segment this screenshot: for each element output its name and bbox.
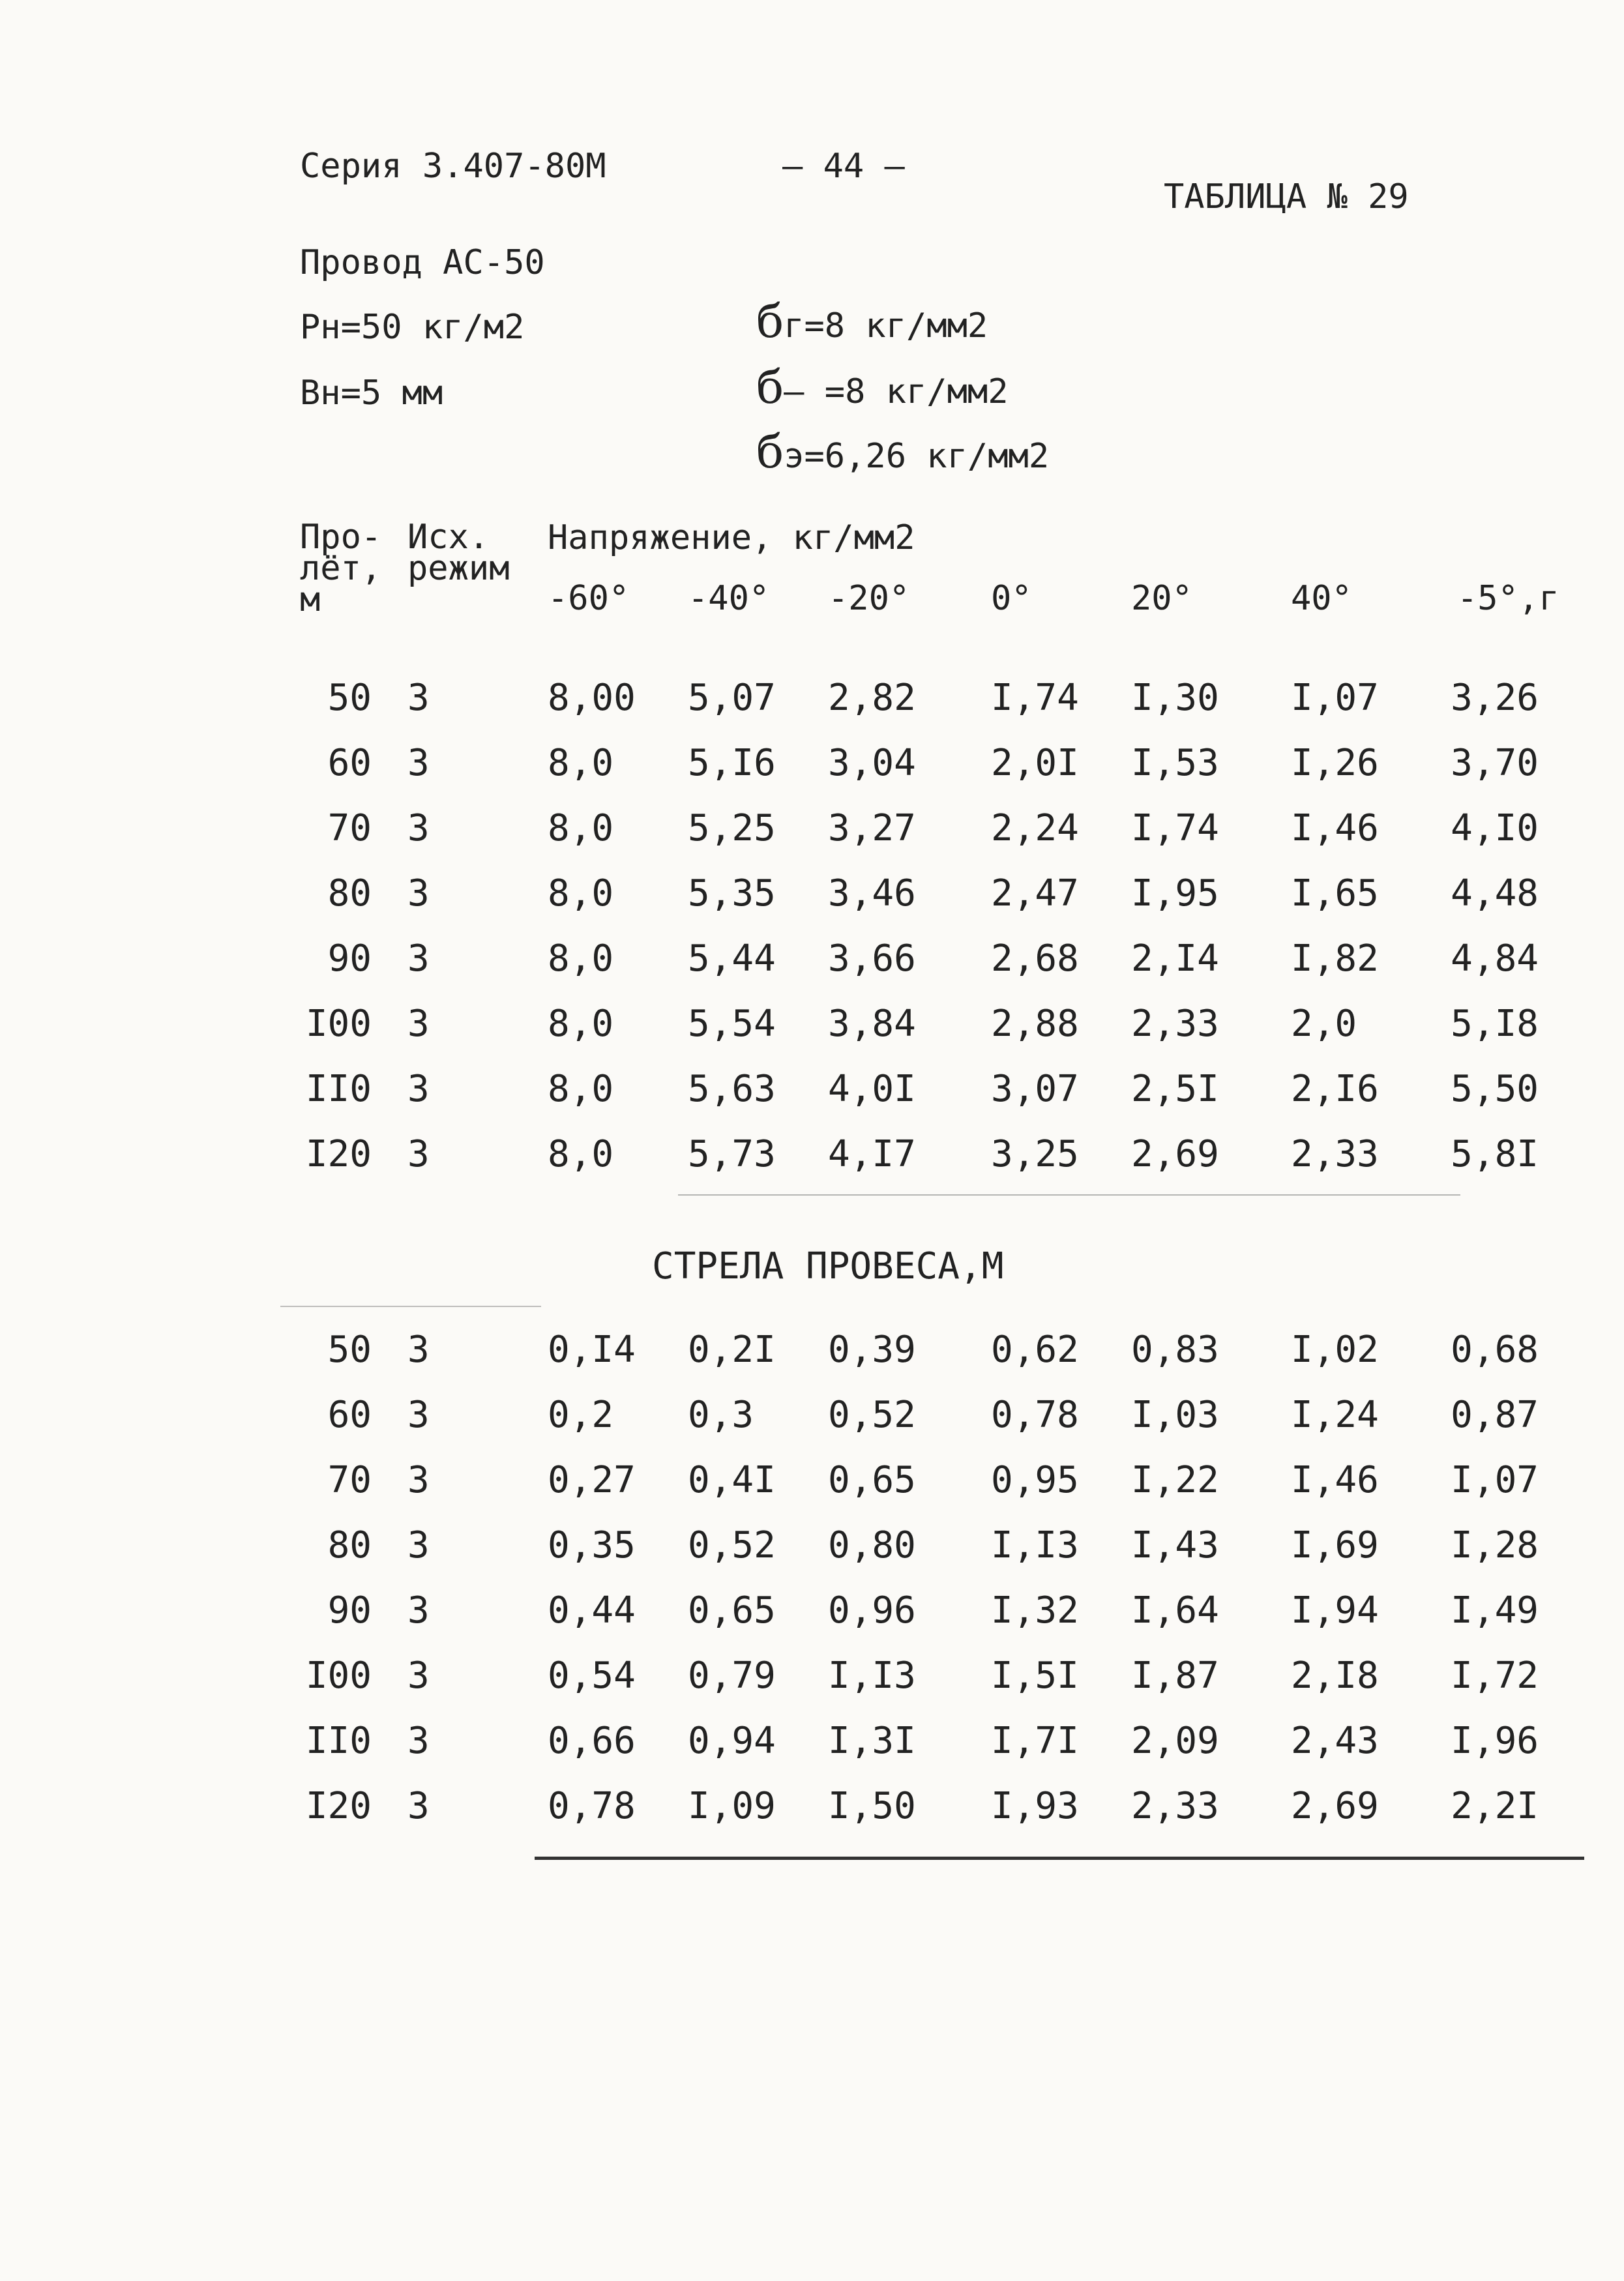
value-cell: 0,27 — [548, 1459, 636, 1501]
mode-cell: 3 — [407, 1394, 430, 1436]
mode-cell: 3 — [407, 742, 430, 784]
temp-header: 20° — [1131, 579, 1192, 618]
value-cell: 0,87 — [1451, 1394, 1539, 1436]
sigma-g: г=8 кг/мм2 — [784, 306, 988, 346]
value-cell: I,49 — [1451, 1589, 1539, 1632]
temp-header: 40° — [1291, 579, 1352, 618]
value-cell: 5,35 — [688, 872, 776, 915]
value-cell: I,22 — [1131, 1459, 1219, 1501]
value-cell: 0,68 — [1451, 1329, 1539, 1371]
value-cell: 2,47 — [991, 872, 1079, 915]
value-cell: 2,0 — [1291, 1003, 1357, 1045]
value-cell: 8,0 — [548, 1003, 614, 1045]
value-cell: 5,63 — [688, 1068, 776, 1110]
value-cell: I,87 — [1131, 1655, 1219, 1697]
value-cell: 0,95 — [991, 1459, 1079, 1501]
span-cell: I00 — [305, 1655, 372, 1697]
value-cell: I,96 — [1451, 1720, 1539, 1762]
sigma-minus-line — [756, 361, 1009, 414]
value-cell: 8,0 — [548, 1068, 614, 1110]
value-cell: 2,33 — [1291, 1133, 1379, 1175]
temp-header: -20° — [828, 579, 910, 618]
mode-cell: 3 — [407, 872, 430, 915]
value-cell: 8,0 — [548, 872, 614, 915]
value-cell: 3,27 — [828, 807, 916, 849]
value-cell: 0,35 — [548, 1524, 636, 1567]
sigma-symbol: б — [756, 425, 784, 478]
value-cell: 8,00 — [548, 677, 636, 719]
temp-header: -5°,г — [1457, 579, 1559, 618]
value-cell: I,07 — [1291, 677, 1379, 719]
value-cell: 3,04 — [828, 742, 916, 784]
span-cell: 80 — [327, 1524, 372, 1567]
value-cell: 2,68 — [991, 937, 1079, 980]
value-cell: 0,66 — [548, 1720, 636, 1762]
value-cell: 2,82 — [828, 677, 916, 719]
value-cell: I,69 — [1291, 1524, 1379, 1567]
mode-cell: 3 — [407, 1459, 430, 1501]
value-cell: 0,39 — [828, 1329, 916, 1371]
value-cell: I,64 — [1131, 1589, 1219, 1632]
value-cell: 0,62 — [991, 1329, 1079, 1371]
value-cell: 2,09 — [1131, 1720, 1219, 1762]
value-cell: I,02 — [1291, 1329, 1379, 1371]
mode-cell: 3 — [407, 677, 430, 719]
divider — [280, 1306, 541, 1307]
span-cell: II0 — [305, 1720, 372, 1762]
span-cell: 70 — [327, 807, 372, 849]
value-cell: 2,I4 — [1131, 937, 1219, 980]
value-cell: I,72 — [1451, 1655, 1539, 1697]
ice-thickness: Вн=5 мм — [300, 374, 443, 413]
sigma-minus: – =8 кг/мм2 — [784, 372, 1009, 411]
value-cell: 2,69 — [1291, 1785, 1379, 1827]
span-header-line: Про- — [300, 518, 382, 557]
mode-cell: 3 — [407, 937, 430, 980]
value-cell: I,26 — [1291, 742, 1379, 784]
value-cell: 4,84 — [1451, 937, 1539, 980]
value-cell: 2,69 — [1131, 1133, 1219, 1175]
span-header-line: лёт, — [300, 549, 382, 588]
value-cell: 0,I4 — [548, 1329, 636, 1371]
span-cell: 90 — [327, 1589, 372, 1632]
value-cell: I,94 — [1291, 1589, 1379, 1632]
span-cell: 50 — [327, 1329, 372, 1371]
value-cell: 0,96 — [828, 1589, 916, 1632]
sigma-g-line — [756, 295, 988, 348]
value-cell: 3,46 — [828, 872, 916, 915]
mode-cell: 3 — [407, 1720, 430, 1762]
wind-pressure: Рн=50 кг/м2 — [300, 308, 525, 347]
value-cell: 5,44 — [688, 937, 776, 980]
value-cell: 4,I0 — [1451, 807, 1539, 849]
value-cell: 5,50 — [1451, 1068, 1539, 1110]
span-cell: I20 — [305, 1133, 372, 1175]
mode-cell: 3 — [407, 1589, 430, 1632]
value-cell: 3,07 — [991, 1068, 1079, 1110]
span-cell: 50 — [327, 677, 372, 719]
mode-cell: 3 — [407, 1655, 430, 1697]
span-cell: 60 — [327, 742, 372, 784]
span-cell: 70 — [327, 1459, 372, 1501]
value-cell: 5,I6 — [688, 742, 776, 784]
value-cell: I,3I — [828, 1720, 916, 1762]
value-cell: 2,88 — [991, 1003, 1079, 1045]
value-cell: I,03 — [1131, 1394, 1219, 1436]
value-cell: I,5I — [991, 1655, 1079, 1697]
temp-header: 0° — [991, 579, 1032, 618]
value-cell: I,53 — [1131, 742, 1219, 784]
value-cell: 2,33 — [1131, 1003, 1219, 1045]
span-cell: I00 — [305, 1003, 372, 1045]
span-cell: 90 — [327, 937, 372, 980]
value-cell: 2,I6 — [1291, 1068, 1379, 1110]
value-cell: 0,79 — [688, 1655, 776, 1697]
value-cell: 5,73 — [688, 1133, 776, 1175]
mode-header-line: Исх. — [407, 518, 490, 557]
value-cell: I,46 — [1291, 807, 1379, 849]
value-cell: 5,I8 — [1451, 1003, 1539, 1045]
value-cell: I,74 — [991, 677, 1079, 719]
span-cell: 80 — [327, 872, 372, 915]
value-cell: I,93 — [991, 1785, 1079, 1827]
value-cell: 4,I7 — [828, 1133, 916, 1175]
mode-cell: 3 — [407, 1003, 430, 1045]
mode-header-line: режим — [407, 549, 510, 588]
value-cell: 0,3 — [688, 1394, 754, 1436]
value-cell: 2,0I — [991, 742, 1079, 784]
value-cell: 2,43 — [1291, 1720, 1379, 1762]
value-cell: 8,0 — [548, 937, 614, 980]
table-label: ТАБЛИЦА № 29 — [1164, 177, 1409, 216]
bottom-rule — [535, 1857, 1584, 1860]
span-cell: 60 — [327, 1394, 372, 1436]
value-cell: 3,26 — [1451, 677, 1539, 719]
value-cell: 0,78 — [991, 1394, 1079, 1436]
span-cell: II0 — [305, 1068, 372, 1110]
temp-header: -40° — [688, 579, 770, 618]
sigma-symbol: б — [756, 361, 784, 414]
value-cell: 2,24 — [991, 807, 1079, 849]
page-number: – 44 – — [782, 147, 905, 186]
mode-cell: 3 — [407, 1524, 430, 1567]
value-cell: 3,66 — [828, 937, 916, 980]
sag-title: СТРЕЛА ПРОВЕСА,М — [652, 1245, 1004, 1288]
value-cell: 5,8I — [1451, 1133, 1539, 1175]
value-cell: I,09 — [688, 1785, 776, 1827]
series-label: Серия 3.407-80М — [300, 147, 606, 186]
value-cell: I,32 — [991, 1589, 1079, 1632]
value-cell: 0,4I — [688, 1459, 776, 1501]
value-cell: I,7I — [991, 1720, 1079, 1762]
sigma-e: э=6,26 кг/мм2 — [784, 437, 1050, 476]
temp-header: -60° — [548, 579, 630, 618]
value-cell: 2,2I — [1451, 1785, 1539, 1827]
value-cell: 0,2 — [548, 1394, 614, 1436]
stress-title: Напряжение, кг/мм2 — [548, 518, 915, 557]
span-header — [300, 518, 382, 619]
span-cell: I20 — [305, 1785, 372, 1827]
value-cell: I,74 — [1131, 807, 1219, 849]
value-cell: I,30 — [1131, 677, 1219, 719]
value-cell: 5,07 — [688, 677, 776, 719]
value-cell: 0,65 — [828, 1459, 916, 1501]
value-cell: I,82 — [1291, 937, 1379, 980]
value-cell: 5,25 — [688, 807, 776, 849]
mode-cell: 3 — [407, 1133, 430, 1175]
wire-label: Провод АС-50 — [300, 243, 545, 282]
value-cell: 0,83 — [1131, 1329, 1219, 1371]
value-cell: 0,94 — [688, 1720, 776, 1762]
value-cell: 0,65 — [688, 1589, 776, 1632]
value-cell: I,07 — [1451, 1459, 1539, 1501]
value-cell: 3,84 — [828, 1003, 916, 1045]
value-cell: 0,52 — [828, 1394, 916, 1436]
sigma-symbol: б — [756, 295, 784, 348]
value-cell: I,24 — [1291, 1394, 1379, 1436]
value-cell: 0,80 — [828, 1524, 916, 1567]
value-cell: I,65 — [1291, 872, 1379, 915]
value-cell: I,46 — [1291, 1459, 1379, 1501]
value-cell: I,95 — [1131, 872, 1219, 915]
value-cell: 8,0 — [548, 807, 614, 849]
value-cell: 2,33 — [1131, 1785, 1219, 1827]
divider — [678, 1194, 1460, 1196]
mode-cell: 3 — [407, 807, 430, 849]
sigma-e-line — [756, 425, 1049, 478]
value-cell: I,I3 — [828, 1655, 916, 1697]
mode-cell: 3 — [407, 1785, 430, 1827]
value-cell: 0,52 — [688, 1524, 776, 1567]
value-cell: I,I3 — [991, 1524, 1079, 1567]
value-cell: 2,5I — [1131, 1068, 1219, 1110]
value-cell: I,43 — [1131, 1524, 1219, 1567]
mode-header — [407, 518, 510, 588]
value-cell: 0,78 — [548, 1785, 636, 1827]
value-cell: 5,54 — [688, 1003, 776, 1045]
mode-cell: 3 — [407, 1068, 430, 1110]
value-cell: 2,I8 — [1291, 1655, 1379, 1697]
span-header-line: м — [300, 580, 321, 619]
value-cell: 3,25 — [991, 1133, 1079, 1175]
value-cell: I,28 — [1451, 1524, 1539, 1567]
value-cell: I,50 — [828, 1785, 916, 1827]
value-cell: 8,0 — [548, 1133, 614, 1175]
value-cell: 3,70 — [1451, 742, 1539, 784]
value-cell: 0,44 — [548, 1589, 636, 1632]
value-cell: 8,0 — [548, 742, 614, 784]
value-cell: 4,0I — [828, 1068, 916, 1110]
value-cell: 4,48 — [1451, 872, 1539, 915]
mode-cell: 3 — [407, 1329, 430, 1371]
value-cell: 0,2I — [688, 1329, 776, 1371]
value-cell: 0,54 — [548, 1655, 636, 1697]
